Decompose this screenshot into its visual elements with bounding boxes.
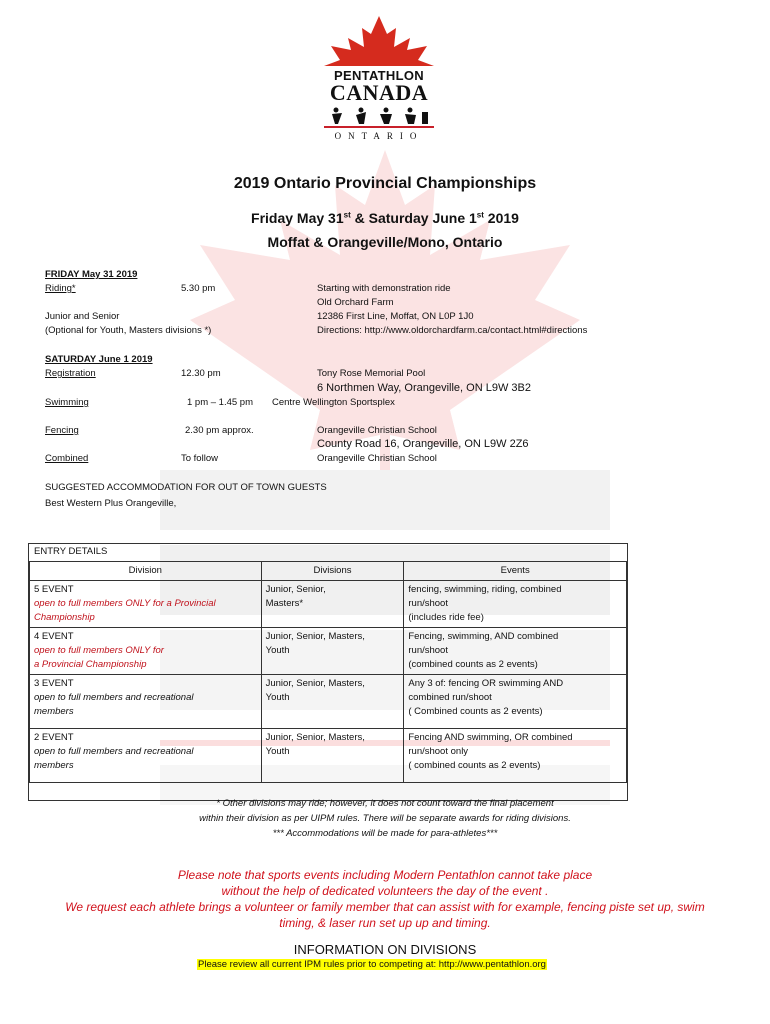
row-division-note: members: [34, 706, 74, 717]
row-divisions: Youth: [265, 746, 290, 757]
page-title: 2019 Ontario Provincial Championships: [233, 175, 537, 192]
combined-time: To follow: [181, 453, 218, 464]
row-division-note: open to full members ONLY for: [34, 645, 164, 656]
header-division: Division: [30, 562, 262, 581]
entry-details-title: ENTRY DETAILS: [34, 546, 108, 557]
row-events: ( Combined counts as 2 events): [408, 706, 543, 717]
combined-venue: Orangeville Christian School: [317, 453, 437, 464]
riding-venue-address: 12386 First Line, Moffat, ON L0P 1J0: [317, 311, 474, 322]
row-events: run/shoot: [408, 645, 448, 656]
riding-divisions: Junior and Senior: [45, 311, 120, 322]
event-location: Moffat & Orangeville/Mono, Ontario: [267, 234, 503, 250]
footnote-para-athletes: *** Accommodations will be made for para-athletes***: [272, 828, 498, 839]
table-row: [30, 628, 627, 675]
accommodation-hotel: Best Western Plus Orangeville,: [45, 498, 177, 509]
table-row: [30, 581, 627, 628]
row-events: Fencing AND swimming, OR combined: [408, 732, 573, 743]
riding-time: 5.30 pm: [181, 283, 216, 294]
event-dates: Friday May 31st & Saturday June 1st 2019: [251, 210, 519, 226]
row-events: fencing, swimming, riding, combined: [408, 584, 562, 595]
footnote-uipm-rules: within their division as per UIPM rules. There will be separate awards for riding divisions.: [199, 813, 571, 824]
swimming-label: Swimming: [45, 397, 89, 408]
row-division-note: a Provincial Championship: [34, 659, 147, 670]
riding-detail: Starting with demonstration ride: [317, 283, 451, 294]
riding-directions-link[interactable]: Directions: http://www.oldorchardfarm.ca/contact.html#directions: [317, 325, 588, 336]
row-events: combined run/shoot: [408, 692, 492, 703]
row-divisions: Youth: [265, 692, 290, 703]
riding-venue-name: Old Orchard Farm: [317, 297, 394, 308]
row-divisions: Masters*: [265, 598, 304, 609]
row-division-note: open to full members and recreational: [34, 692, 194, 703]
row-division-note: open to full members and recreational: [34, 746, 194, 757]
row-division-name: 5 EVENT: [34, 584, 74, 595]
row-divisions: Junior, Senior, Masters,: [265, 678, 365, 689]
row-events: Any 3 of: fencing OR swimming AND: [408, 678, 564, 689]
registration-time: 12.30 pm: [181, 368, 221, 379]
pentathlon-canada-ontario-logo: [318, 14, 440, 146]
row-divisions: Junior, Senior, Masters,: [265, 631, 365, 642]
header-divisions: Divisions: [261, 562, 404, 581]
volunteer-note-line: We request each athlete brings a volunteer or family member that can assist with for example, fencing piste set up, swim: [65, 900, 705, 914]
table-row: [30, 729, 627, 783]
row-events: run/shoot only: [408, 746, 469, 757]
swimming-venue: Centre Wellington Sportsplex: [272, 397, 395, 408]
logo-red-rule: [324, 126, 434, 128]
row-divisions: Youth: [265, 645, 290, 656]
logo-ontario-text: ONTARIO: [334, 131, 424, 141]
fencing-time: 2.30 pm approx.: [185, 425, 254, 436]
row-events: ( combined counts as 2 events): [408, 760, 541, 771]
maple-leaf-icon: [322, 14, 436, 72]
volunteer-note-line: timing, & laser run set up up and timing.: [279, 916, 491, 930]
friday-heading: FRIDAY May 31 2019: [45, 269, 138, 280]
swimming-time: 1 pm – 1.45 pm: [187, 397, 254, 408]
entry-details-table: [28, 543, 628, 801]
row-events: run/shoot: [408, 598, 448, 609]
row-events: (combined counts as 2 events): [408, 659, 538, 670]
row-division-note: members: [34, 760, 74, 771]
logo-pentathlon-text: PENTATHLON: [334, 68, 424, 83]
fencing-address: County Road 16, Orangeville, ON L9W 2Z6: [317, 438, 529, 450]
registration-address: 6 Northmen Way, Orangeville, ON L9W 3B2: [317, 382, 531, 394]
registration-venue: Tony Rose Memorial Pool: [317, 368, 426, 379]
riding-label: Riding*: [45, 283, 76, 294]
entry-grid: [29, 561, 627, 783]
fencing-label: Fencing: [45, 425, 79, 436]
athletes-silhouettes-icon: [328, 106, 430, 126]
row-division-name: 2 EVENT: [34, 732, 74, 743]
header-events: Events: [404, 562, 627, 581]
volunteer-note-line: without the help of dedicated volunteers the day of the event .: [221, 884, 549, 898]
row-division-name: 4 EVENT: [34, 631, 74, 642]
row-division-note: open to full members ONLY for a Provincial: [34, 598, 216, 609]
row-events: Fencing, swimming, AND combined: [408, 631, 559, 642]
riding-optional-divisions: (Optional for Youth, Masters divisions *): [45, 325, 212, 336]
row-divisions: Junior, Senior, Masters,: [265, 732, 365, 743]
saturday-heading: SATURDAY June 1 2019: [45, 354, 153, 365]
row-division-note: Championship: [34, 612, 95, 623]
row-division-name: 3 EVENT: [34, 678, 74, 689]
logo-canada-text: CANADA: [329, 80, 429, 105]
footnote-other-divisions: * Other divisions may ride; however, it does not count toward the final placement: [216, 798, 554, 809]
row-divisions: Junior, Senior,: [265, 584, 326, 595]
combined-label: Combined: [45, 453, 89, 464]
registration-label: Registration: [45, 368, 96, 379]
entry-header-row: [30, 562, 627, 581]
table-row: [30, 675, 627, 729]
accommodation-heading: SUGGESTED ACCOMMODATION FOR OUT OF TOWN GUESTS: [45, 482, 327, 493]
information-on-divisions-heading: INFORMATION ON DIVISIONS: [293, 942, 477, 957]
volunteer-note-line: Please note that sports events including Modern Pentathlon cannot take place: [177, 868, 593, 882]
fencing-venue: Orangeville Christian School: [317, 425, 437, 436]
row-events: (includes ride fee): [408, 612, 484, 623]
rules-review-link[interactable]: Please review all current IPM rules prior to competing at: http://www.pentathlon.org: [198, 959, 546, 970]
